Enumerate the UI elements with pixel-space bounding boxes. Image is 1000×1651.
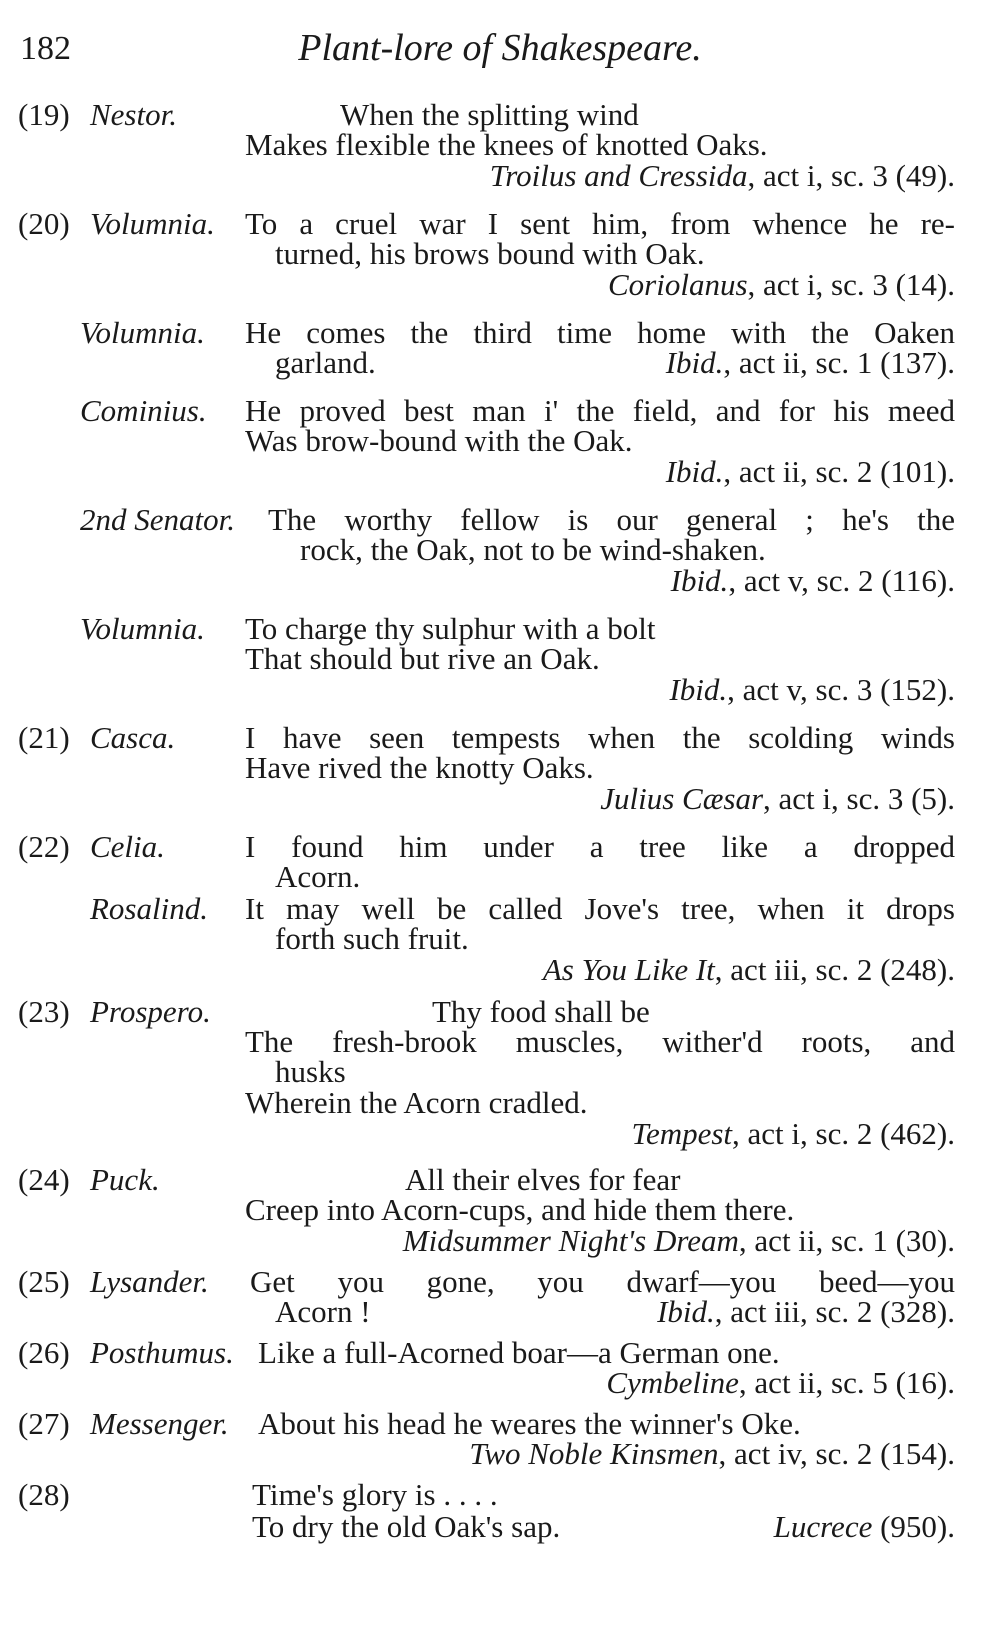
- quote-line: Makes flexible the knees of knotted Oaks.: [245, 127, 768, 162]
- work-title: Julius Cæsar: [600, 781, 764, 816]
- citation-detail: , act v, sc. 3 (152).: [727, 672, 955, 707]
- speaker: Prospero.: [90, 994, 211, 1029]
- citation: [671, 564, 955, 597]
- work-title: Ibid.: [670, 563, 729, 598]
- speaker: Casca.: [90, 720, 176, 755]
- work-title: Two Noble Kinsmen: [469, 1436, 719, 1471]
- quote-line: He comes the third time home with the Oaken: [245, 315, 955, 350]
- page-header: [0, 22, 1000, 72]
- entry-number: (25): [18, 1264, 70, 1299]
- quote-line: All their elves for fear: [405, 1162, 681, 1197]
- speaker: Volumnia.: [80, 315, 205, 350]
- speaker: Posthumus.: [90, 1335, 234, 1370]
- quote-line: When the splitting wind: [340, 97, 639, 132]
- citation-detail: , act iv, sc. 2 (154).: [718, 1436, 955, 1471]
- quote-line: turned, his brows bound with Oak.: [275, 236, 705, 271]
- speaker: Nestor.: [90, 97, 177, 132]
- citation: [666, 455, 955, 488]
- citation: [666, 346, 955, 379]
- entry-number: (22): [18, 829, 70, 864]
- quote-line: garland.: [275, 345, 376, 380]
- work-title: Midsummer Night's Dream: [402, 1223, 739, 1258]
- work-title: As You Like It: [542, 952, 715, 987]
- quote-line: Was brow-bound with the Oak.: [245, 423, 633, 458]
- speaker: Messenger.: [90, 1406, 229, 1441]
- quote-line: rock, the Oak, not to be wind-shaken.: [300, 532, 766, 567]
- quote-line: That should but rive an Oak.: [245, 641, 600, 676]
- quote-line: Have rived the knotty Oaks.: [245, 750, 594, 785]
- quote-line: Acorn !: [275, 1294, 371, 1329]
- citation: [608, 268, 955, 301]
- citation-detail: (950).: [872, 1509, 955, 1544]
- entry-number: (24): [18, 1162, 70, 1197]
- entry-number: (19): [18, 97, 70, 132]
- speaker: Rosalind.: [90, 891, 208, 926]
- entry-number: (23): [18, 994, 70, 1029]
- quote-line: Time's glory is . . . .: [252, 1477, 498, 1512]
- citation-detail: , act i, sc. 3 (5).: [763, 781, 955, 816]
- citation: [403, 1224, 955, 1257]
- citation-detail: , act ii, sc. 5 (16).: [738, 1365, 955, 1400]
- quote-line: It may well be called Jove's tree, when it drops: [245, 891, 955, 926]
- citation-detail: , act i, sc. 3 (14).: [747, 267, 955, 302]
- citation: [490, 159, 955, 192]
- page-number: 182: [20, 30, 71, 67]
- citation: [469, 1437, 955, 1470]
- citation-detail: , act i, sc. 3 (49).: [747, 158, 955, 193]
- citation: [543, 953, 955, 986]
- speaker: Puck.: [90, 1162, 160, 1197]
- work-title: Cymbeline: [606, 1365, 739, 1400]
- entry-number: (20): [18, 206, 70, 241]
- speaker: Volumnia.: [80, 611, 205, 646]
- quote-line: Acorn.: [275, 859, 361, 894]
- citation: [669, 673, 955, 706]
- quote-line: Thy food shall be: [432, 994, 650, 1029]
- quote-line: Creep into Acorn-cups, and hide them there.: [245, 1192, 795, 1227]
- quote-line: I have seen tempests when the scolding winds: [245, 720, 955, 755]
- speaker: Cominius.: [80, 393, 207, 428]
- quote-line: husks: [275, 1054, 346, 1089]
- quote-line: He proved best man i' the field, and for his meed: [245, 393, 955, 428]
- citation-detail: , act v, sc. 2 (116).: [728, 563, 955, 598]
- quote-line: To a cruel war I sent him, from whence he re-: [245, 206, 955, 241]
- citation-detail: , act iii, sc. 2 (328).: [714, 1294, 955, 1329]
- quote-line: The fresh-brook muscles, wither'd roots, and: [245, 1024, 955, 1059]
- speaker: Celia.: [90, 829, 165, 864]
- work-title: Ibid.: [665, 454, 724, 489]
- quote-line: To charge thy sulphur with a bolt: [245, 611, 656, 646]
- quote-line: Get you gone, you dwarf—you beed—you: [250, 1264, 955, 1299]
- work-title: Ibid.: [669, 672, 728, 707]
- work-title: Troilus and Cressida: [489, 158, 748, 193]
- citation-detail: , act iii, sc. 2 (248).: [714, 952, 955, 987]
- quote-line: forth such fruit.: [275, 921, 469, 956]
- quote-line: I found him under a tree like a dropped: [245, 829, 955, 864]
- entry-number: (21): [18, 720, 70, 755]
- citation: [632, 1117, 955, 1150]
- citation-detail: , act ii, sc. 1 (137).: [723, 345, 955, 380]
- work-title: Ibid.: [665, 345, 724, 380]
- citation-detail: , act ii, sc. 1 (30).: [738, 1223, 955, 1258]
- entry-number: (26): [18, 1335, 70, 1370]
- running-title: Plant-lore of Shakespeare.: [298, 27, 702, 69]
- quote-line: The worthy fellow is our general ; he's the: [268, 502, 955, 537]
- entry-number: (28): [18, 1477, 70, 1512]
- quote-line: Wherein the Acorn cradled.: [245, 1085, 588, 1120]
- speaker: 2nd Senator.: [80, 502, 235, 537]
- work-title: Coriolanus: [608, 267, 748, 302]
- speaker: Lysander.: [90, 1264, 209, 1299]
- citation: [600, 782, 955, 815]
- quote-line: About his head he weares the winner's Oke.: [258, 1406, 801, 1441]
- quote-line: Like a full-Acorned boar—a German one.: [258, 1335, 780, 1370]
- quote-line: To dry the old Oak's sap.: [252, 1509, 561, 1544]
- citation-detail: , act i, sc. 2 (462).: [732, 1116, 955, 1151]
- citation-detail: , act ii, sc. 2 (101).: [723, 454, 955, 489]
- citation: [606, 1366, 955, 1399]
- citation: [657, 1295, 955, 1328]
- speaker: Volumnia.: [90, 206, 215, 241]
- work-title: Ibid.: [657, 1294, 715, 1329]
- work-title: Tempest: [631, 1116, 733, 1151]
- work-title: Lucrece: [773, 1509, 873, 1544]
- citation: [774, 1510, 955, 1543]
- entry-number: (27): [18, 1406, 70, 1441]
